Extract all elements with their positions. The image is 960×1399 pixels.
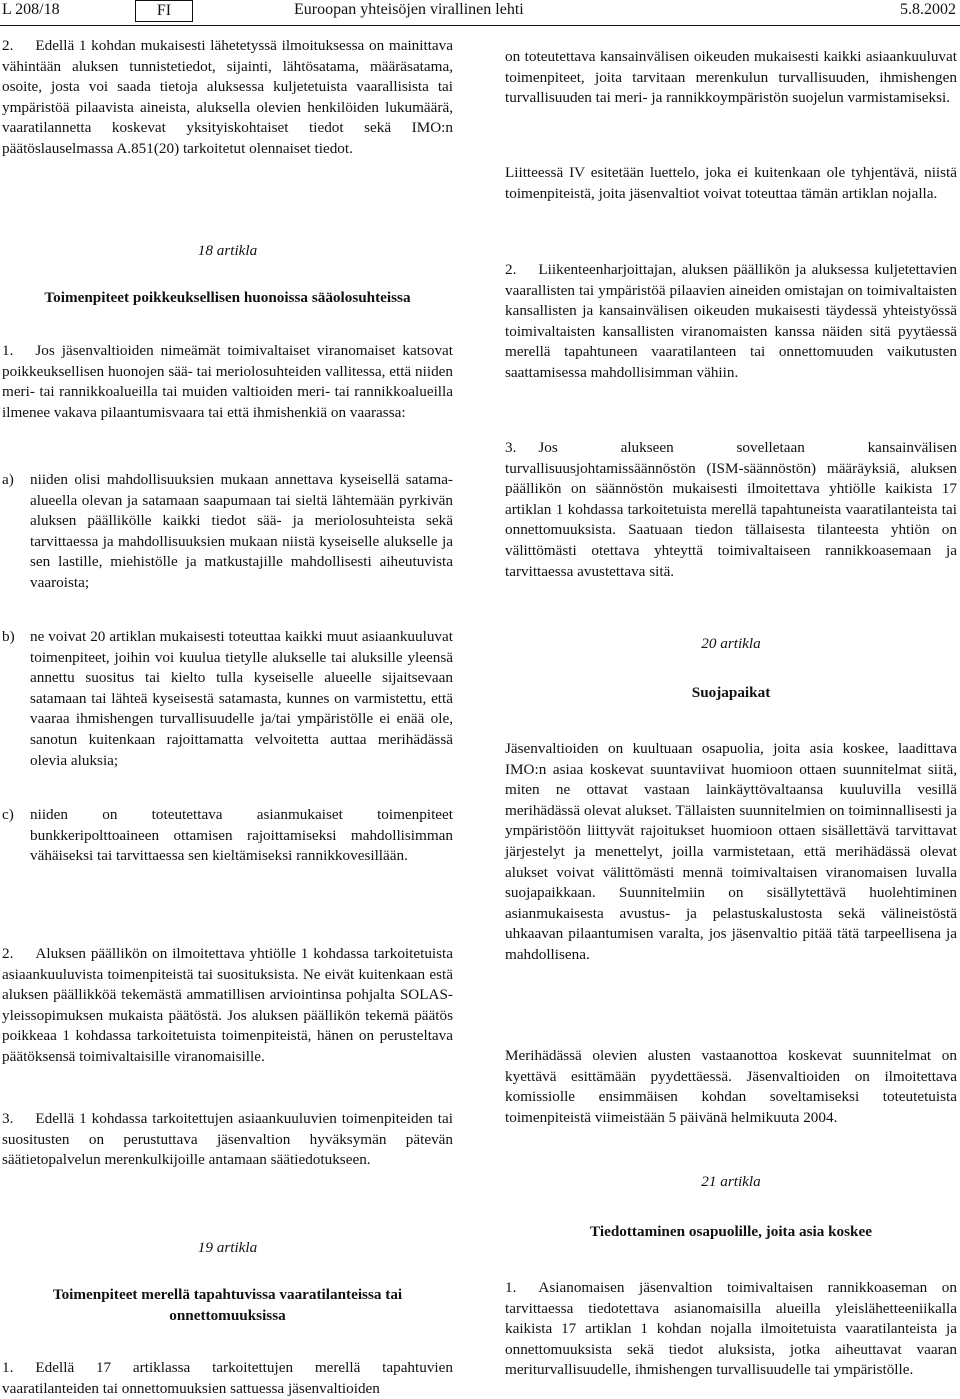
paragraph-number: 2. bbox=[505, 261, 517, 278]
art17-paragraph-2 bbox=[2, 36, 453, 160]
art20-paragraph-2 bbox=[505, 1046, 957, 1128]
paragraph-text: Jos jäsenvaltioiden nimeämät toimivaltaiset viranomaiset katsovat poikkeuksellisen huonojen sää- tai meriolosuhteiden vallitessa, että niiden meri- tai rannikkoalueilla tai muiden valtioiden meri- tai rannikkoalueilla ilmenee vakava pilaantumisvaara tai että ihmishenkiä on vaarassa: bbox=[2, 342, 453, 421]
header-divider bbox=[0, 25, 960, 26]
paragraph-text: Liikenteenharjoittajan, aluksen päällikön ja aluksessa kuljetettavien vaarallisten tai ympäristöä pilaavien aineiden omistajan on toimivaltaisten kansallisten ja kansainvälisen oikeuden mukaisesti täydessä yhteistyössä toimivaltaisten kansallisten viranomaisten kanssa näiden sitä pyytäessä merellä tapahtuneen vaaratilanteen tai onnettomuuden vaikutusten saattamisessa mahdollisimman vähiin. bbox=[505, 261, 957, 381]
article-19-title: Toimenpiteet merellä tapahtuvissa vaaratilanteissa tai onnettomuuksissa bbox=[52, 1286, 403, 1324]
paragraph-text: on toteutettava kansainvälisen oikeuden mukaisesti kaikki asiaankuuluvat toimenpiteet, joita tarvitaan merenkulun turvallisuuden, ihmishengen turvallisuuden tai meri- ja rannikkoympäristön suojelun varmistamiseksi. bbox=[505, 48, 957, 107]
art19-paragraph-1-continued bbox=[505, 47, 957, 109]
paragraph-number: 1. bbox=[505, 1279, 517, 1296]
article-21-title: Tiedottaminen osapuolille, joita asia koskee bbox=[590, 1223, 872, 1240]
paragraph-text: Merihädässä olevien alusten vastaanottoa koskevat suunnitelmat on kyettävä esittämään pyydettäessä. Jäsenvaltioiden on ilmoitettava komissiolle ensimmäisen kohdan soveltamiseksi toteutetuista toimenpiteistä viimeistään 5 päivänä helmikuuta 2004. bbox=[505, 1047, 957, 1126]
art19-paragraph-1 bbox=[2, 1358, 453, 1399]
journal-title: Euroopan yhteisöjen virallinen lehti bbox=[294, 1, 524, 18]
article-18-title: Toimenpiteet poikkeuksellisen huonoissa sääolosuhteissa bbox=[44, 289, 411, 306]
art21-paragraph-1 bbox=[505, 1278, 957, 1381]
paragraph-number: 2. bbox=[2, 37, 14, 54]
paragraph-text: Asianomaisen jäsenvaltion toimivaltaisen rannikkoaseman on tarvittaessa tiedotettava asianomaisilla alueilla yleislähetteeniikalla kaikista 17 artiklan 1 kohdan nojalla ilmoitetuista vaaratilanteista ja onnettomuuksista sekä tiedot aluksista, jotka aiheuttavat vaaran meriturvallisuudelle, ihmishengen turvallisuudelle tai ympäristölle. bbox=[505, 1279, 957, 1379]
paragraph-number: 3. bbox=[505, 439, 517, 456]
art19-paragraph-2 bbox=[505, 260, 957, 384]
paragraph-number: 3. bbox=[2, 1110, 14, 1127]
art18-item-a bbox=[2, 470, 453, 594]
art18-item-c bbox=[2, 805, 453, 867]
issue-date: 5.8.2002 bbox=[900, 1, 956, 18]
article-20-heading: 20 artikla bbox=[701, 635, 761, 652]
item-label: c) bbox=[2, 806, 14, 823]
article-21-heading: 21 artikla bbox=[701, 1173, 761, 1190]
article-18-heading: 18 artikla bbox=[197, 242, 258, 259]
art20-paragraph-1 bbox=[505, 739, 957, 966]
item-label: a) bbox=[2, 471, 14, 488]
paragraph-text: Jos alukseen sovelletaan kansainvälisen turvallisuusjohtamissäännöstön (ISM-säännöstön) määräyksiä, aluksen päällikön on säännöstön mukaisesti ilmoitettava yhtiölle kaikista 17 artiklan 1 kohdassa tarkoitetuista merellä tapahtuneista vaaratilanteista tai onnettomuuksista. Saatuaan tiedon tällaisesta tilanteesta yhtiön on välittömästi otettava yhteyttä toimivaltaiseen rannikkoasemaan ja tarvittaessa avustettava sitä. bbox=[505, 439, 957, 580]
paragraph-text: Jäsenvaltioiden on kuultuaan osapuolia, joita asia koskee, laadittava IMO:n asiaa koskevat suuntaviivat huomioon ottaen suunnitelmat siitä, miten ne ottavat vastaan lainkäyttövaltaansa kuuluvilla vesillä merihädässä olevat alukset. Tällaisten suunnitelmien on toiminnallisesti ja ympäristöön liittyvät rajoitukset huomioon ottaen sisällettävä tarvittavat järjestelyt ja menettelyt, joilla varmistetaan, että merihädässä olevat alukset voivat välittömästi mennä toimivaltaisen viranomaisen luvalla suojapaikkaan. Suunnitelmiin on sisällytettävä huolehtiminen asianmukaisesta avustus- ja pelastuskalustosta sekä välineistöstä uhkaavan pilaantumisen varalta, jos jäsenvaltio pitää tätä tarpeellisena ja mahdollisena. bbox=[505, 740, 957, 963]
article-20-title: Suojapaikat bbox=[691, 684, 771, 701]
paragraph-text: Aluksen päällikön on ilmoitettava yhtiölle 1 kohdassa tarkoitetuista asiaankuuluvista toimenpiteistä tai suosituksista. Ne eivät kuitenkaan estä aluksen päällikköä tekemästä ammatillisen arviointinsa pohjalta SOLAS-yleissopimuksen mukaista päätöstä. Jos aluksen päällikön tekemä päätös poikkeaa 1 kohdassa tarkoitetuista toimenpiteistä, hänen on perusteltava päätöksensä toimivaltaisille viranomaisille. bbox=[2, 945, 453, 1065]
item-text: niiden olisi mahdollisuuksien mukaan annettava kyseisellä satama-alueella olevan ja satamaan saapumaan tai sieltä lähtemään pyrkivän aluksen päällikölle kaikki tiedot sää- ja meriolosuhteista sekä tarvittaessa ja mahdollisuuksien mukaan niistä kyseiselle alukselle ja sen lastille, miehistölle ja matkustajille mahdollisesti aiheutuvista vaaroista; bbox=[30, 471, 453, 591]
paragraph-number: 2. bbox=[2, 945, 14, 962]
item-label: b) bbox=[2, 628, 15, 645]
art18-item-b bbox=[2, 627, 453, 771]
art18-paragraph-1 bbox=[2, 341, 453, 423]
paragraph-text: Edellä 17 artiklassa tarkoitettujen merellä tapahtuvien vaaratilanteiden tai onnettomuuksien sattuessa jäsenvaltioiden bbox=[2, 1359, 453, 1397]
paragraph-text: Liitteessä IV esitetään luettelo, joka ei kuitenkaan ole tyhjentävä, niistä toimenpiteistä, joita jäsenvaltiot voivat toteuttaa tämän artiklan nojalla. bbox=[505, 164, 957, 202]
language-badge: FI bbox=[135, 0, 193, 22]
page-header bbox=[0, 0, 960, 22]
item-text: niiden on toteutettava asianmukaiset toimenpiteet bunkkeripolttoaineen ottamisen rajoittamiseksi mahdollisimman vähäiseksi tai tarvittaessa sen kieltämiseksi rannikkovesillään. bbox=[30, 806, 453, 865]
paragraph-number: 1. bbox=[2, 1359, 14, 1376]
art18-paragraph-3 bbox=[2, 1109, 453, 1171]
article-19-heading: 19 artikla bbox=[197, 1239, 258, 1256]
page-reference: L 208/18 bbox=[2, 1, 60, 18]
art18-paragraph-2 bbox=[2, 944, 453, 1068]
art19-paragraph-3 bbox=[505, 438, 957, 582]
paragraph-text: Edellä 1 kohdan mukaisesti lähetetyssä ilmoituksessa on mainittava vähintään aluksen tunnistetiedot, sijainti, lähtösatama, määräsatama, osoite, josta voi saada tietoja aluksessa kuljetetuista vaarallisista tai ympäristöä pilaavista aineista, aluksella olevien henkilöiden lukumäärä, vaaratilannetta koskevat yksityiskohtaiset tiedot sekä IMO:n päätöslauselmassa A.851(20) tarkoitetut olennaiset tiedot. bbox=[2, 37, 453, 157]
annex-iv-note bbox=[505, 163, 957, 204]
item-text: ne voivat 20 artiklan mukaisesti toteuttaa kaikki muut asiaankuuluvat toimenpiteet, joihin voi kuulua tietylle alukselle tai aluksille yleensä annettu suositus tai kielto tulla kyseiselle alueelle sijaitsevaan satamaan tai lähteä kyseisestä satamasta, kunnes on varmistettu, että vaaraa ihmishengen turvallisuudelle ja/tai ympäristölle ei enää ole, sanotun kuitenkaan rajoittamatta velvoitetta auttaa merihädässä olevia aluksia; bbox=[30, 628, 453, 769]
paragraph-text: Edellä 1 kohdassa tarkoitettujen asiaankuuluvien toimenpiteiden tai suositusten on perustuttava jäsenvaltion hyväksymän pätevän säätietopalvelun merenkulkijoille antamaan säätiedotukseen. bbox=[2, 1110, 453, 1169]
paragraph-number: 1. bbox=[2, 342, 14, 359]
